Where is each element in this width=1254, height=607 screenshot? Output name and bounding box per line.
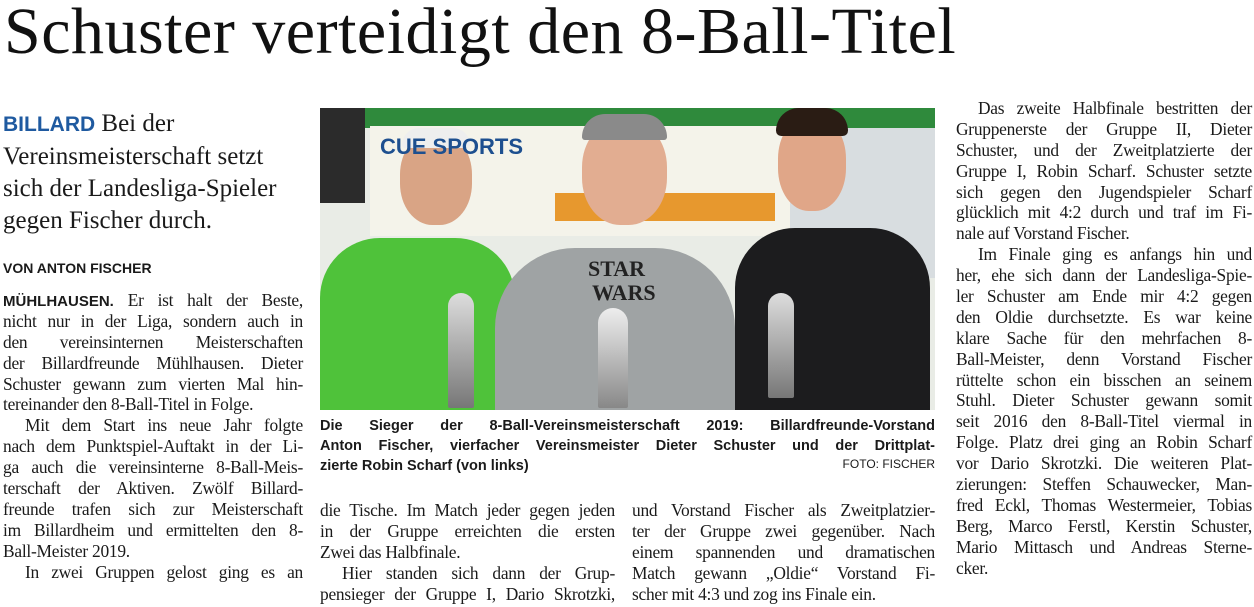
text-line: Schuster gewann zum vierten Mal hin- <box>3 373 303 394</box>
text-line: Berg, Marco Ferstl, Kerstin Schuster, <box>956 515 1252 536</box>
text-line: ga auch die vereinsinterne 8-Ball-Meis- <box>3 457 303 478</box>
text-line: vor Dario Skrotzki. Die weiteren Plat- <box>956 453 1252 474</box>
text-line: Mario Mittasch und Andreas Sterne- <box>956 536 1252 557</box>
text-line: Ball-Meister, denn Vorstand Fischer <box>956 348 1252 369</box>
text-line: glücklich mit 4:2 durch und traf im Fi- <box>956 202 1252 223</box>
text-line: den vereinsinternen Meisterschaften <box>3 331 303 352</box>
shirt-print-line1: STAR <box>588 256 646 281</box>
text-line: einem spannenden und dramatischen <box>632 541 935 562</box>
article-column-3 <box>632 500 935 604</box>
trophy-icon <box>768 293 794 398</box>
text-line: klare Sache für den mehrfachen 8- <box>956 327 1252 348</box>
caption-line: Die Sieger der 8-Ball-Vereinsmeisterschaft 2019: Billardfreunde-Vorstand <box>320 418 935 434</box>
text-line: Das zweite Halbfinale bestritten der <box>978 98 1252 118</box>
caption-line: zierte Robin Scharf (von links) <box>320 458 529 474</box>
headline: Schuster verteidigt den 8-Ball-Titel <box>4 0 957 68</box>
text-line: Folge. Platz drei ging an Robin Scharf <box>956 432 1252 453</box>
shirt-print-line2: WARS <box>592 280 656 305</box>
photo-caption <box>320 416 935 476</box>
text-line: im Billardheim und ermittelten den 8- <box>3 519 303 540</box>
text-line: die Tische. Im Match jeder gegen jeden <box>320 500 615 520</box>
text-line: Schuster, und der Zweitplatzierte der <box>956 139 1252 160</box>
text-line: cker. <box>956 557 989 578</box>
text-line: nale auf Vorstand Fischer. <box>956 223 1130 244</box>
text-line: Mit dem Start ins neue Jahr folgte <box>25 415 303 436</box>
text-line: Hier standen sich dann der Grup- <box>342 562 615 583</box>
trophy-icon <box>598 308 628 408</box>
person-right-body <box>735 228 930 410</box>
text-line: her, ehe sich dann der Landesliga-Spie- <box>956 265 1252 286</box>
text-line: nach dem Punktspiel-Auftakt in der Li- <box>3 436 303 457</box>
lead-paragraph <box>3 108 303 237</box>
text-line: scher mit 4:3 und zog ins Finale ein. <box>632 583 876 604</box>
byline: VON ANTON FISCHER <box>3 260 152 276</box>
photo-sign-text: CUE SPORTS <box>380 134 524 159</box>
photo-credit: FOTO: FISCHER <box>842 457 935 471</box>
person-left-body <box>320 238 515 410</box>
text-line: ler Schuster am Ende mir 4:2 gegen <box>956 286 1252 307</box>
text-line: freunde trafen sich zur Meisterschaft <box>3 498 303 519</box>
text-line: den Oldie durchsetzte. Es war keine <box>956 306 1252 327</box>
text-line: Ball-Meister 2019. <box>3 540 130 561</box>
article-column-2 <box>320 500 615 604</box>
text-line: Match gewann „Oldie“ Vorstand Fi- <box>632 562 935 583</box>
trophy-icon <box>448 293 474 408</box>
text-line: rüttelte schon ein bisschen an seinem <box>956 369 1252 390</box>
dateline: MÜHLHAUSEN. <box>3 293 114 310</box>
text-line: Stuhl. Dieter Schuster gewann somit <box>956 390 1252 411</box>
text-line: terschaft der Aktiven. Zwölf Billard- <box>3 478 303 499</box>
text-line: MÜHLHAUSEN. Er ist halt der Beste, <box>3 290 303 310</box>
text-line: ter der Gruppe zwei gegenüber. Nach <box>632 520 935 541</box>
text-line: pensieger der Gruppe I, Dario Skrotzki, <box>320 583 615 604</box>
article-column-1 <box>3 290 303 582</box>
text-line: zierungen: Steffen Schauwecker, Man- <box>956 474 1252 495</box>
text-line: Gruppenerste der Gruppe II, Dieter <box>956 118 1252 139</box>
text-line: seit 2016 den 8-Ball-Titel viermal in <box>956 411 1252 432</box>
text-line: der Billardfreunde Mühlhausen. Dieter <box>3 352 303 373</box>
text-line: nicht nur in der Liga, sondern auch in <box>3 310 303 331</box>
text-line: Im Finale ging es anfangs hin und <box>978 244 1252 265</box>
person-right-hair <box>776 108 848 136</box>
text-line: tereinander den 8-Ball-Titel in Folge. <box>3 394 254 415</box>
text-line: in der Gruppe erreichten die ersten <box>320 520 615 541</box>
person-middle-hair <box>582 114 667 140</box>
caption-line: Anton Fischer, vierfacher Vereinsmeister Dieter Schuster und der Drittplat- <box>320 438 935 454</box>
text-line: Gruppe I, Robin Scharf. Schuster setzte <box>956 160 1252 181</box>
text-line: fred Eckl, Thomas Westermeier, Tobias <box>956 494 1252 515</box>
text-line: Zwei das Halbfinale. <box>320 541 461 562</box>
text-line: sich gegen den Jugendspieler Scharf <box>956 181 1252 202</box>
photo-wall-panel <box>320 108 365 203</box>
lead-text: Bei der Vereinsmeisterschaft setzt sich der Landesliga-Spieler gegen Fischer durch. <box>3 110 277 234</box>
text-line: In zwei Gruppen gelost ging es an <box>25 561 303 582</box>
article-photo <box>320 108 935 410</box>
article-column-4 <box>956 98 1252 578</box>
text-line: und Vorstand Fischer als Zweitplatzier- <box>632 500 935 520</box>
section-kicker: BILLARD <box>3 113 96 136</box>
